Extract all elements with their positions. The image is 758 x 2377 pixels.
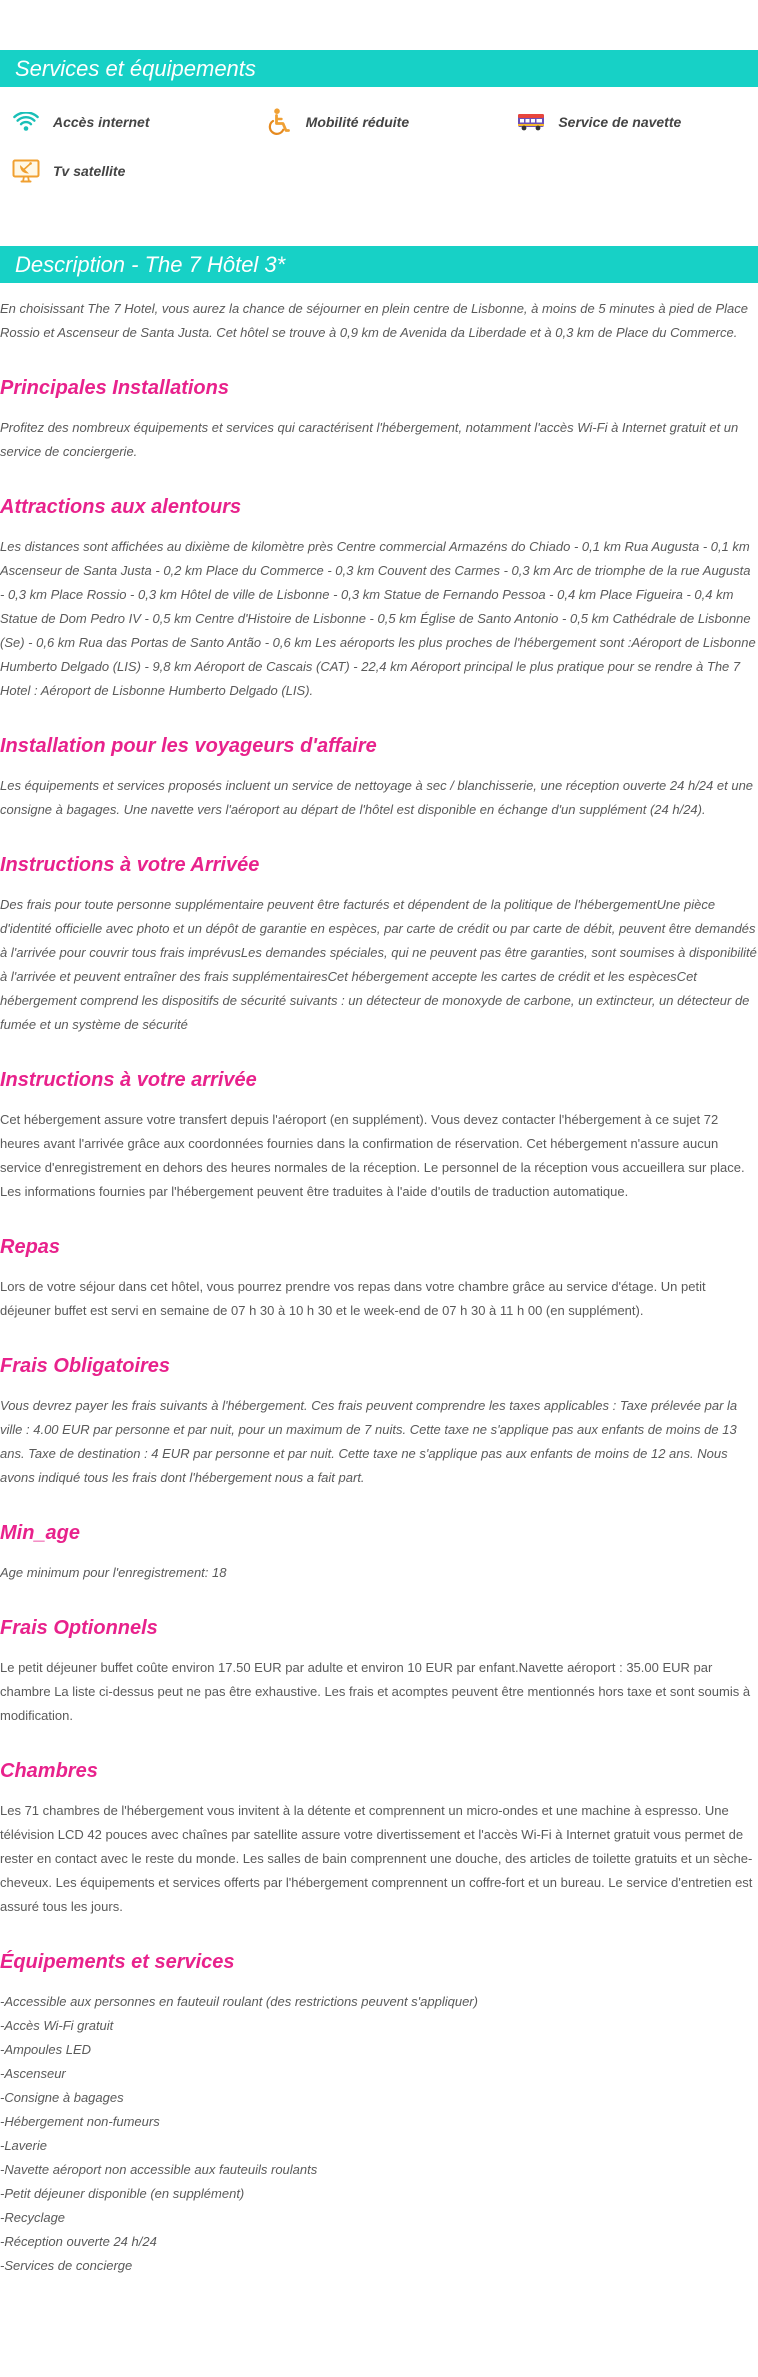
section-title: Instructions à votre arrivée	[0, 1069, 257, 1091]
description-intro: En choisissant The 7 Hotel, vous aurez la chance de séjourner en plein centre de Lisbonne, à moins de 5 minutes à pied de Place Rossio et Ascenseur de Santa Justa. Cet hôtel se trouve à 0,9 km de Avenida da Liberdade et à 0,3 km de Place du Commerce.	[0, 301, 748, 340]
satellite-tv-icon	[12, 157, 40, 185]
section-meals	[0, 1232, 758, 1323]
section-rooms	[0, 1756, 758, 1919]
list-item: -Navette aéroport non accessible aux fauteuils roulants	[0, 2162, 318, 2177]
section-title: Principales Installations	[0, 377, 229, 399]
list-item: -Petit déjeuner disponible (en supplément)	[0, 2186, 245, 2201]
amenities-grid	[0, 97, 758, 195]
wifi-icon	[12, 108, 40, 136]
section-title: Min_age	[0, 1522, 81, 1544]
amenity-satellite-tv	[0, 146, 253, 195]
section-title: Installation pour les voyageurs d'affaire	[0, 735, 377, 757]
section-text: Lors de votre séjour dans cet hôtel, vous pourrez prendre vos repas dans votre chambre grâce au service d'étage. Un petit déjeuner buffet est servi en semaine de 07 h 30 à 10 h 30 et le week-end de 07 h 30 à 11 h 00 (en supplément).	[0, 1279, 706, 1318]
list-item: -Accessible aux personnes en fauteuil roulant (des restrictions peuvent s'appliquer)	[0, 1994, 478, 2009]
section-arrival-instructions	[0, 850, 758, 1037]
section-mandatory-fees	[0, 1351, 758, 1490]
amenity-reduced-mobility	[253, 97, 506, 146]
section-business-travelers	[0, 731, 758, 822]
section-title: Attractions aux alentours	[0, 496, 242, 518]
section-equipment-services	[0, 1947, 758, 2278]
section-attractions	[0, 492, 758, 703]
amenity-shuttle	[505, 97, 758, 146]
section-title: Équipements et services	[0, 1951, 235, 1973]
list-item: -Ascenseur	[0, 2066, 66, 2081]
list-item: -Ampoules LED	[0, 2042, 92, 2057]
section-text: Des frais pour toute personne supplémentaire peuvent être facturés et dépendent de la politique de l'hébergementUne pièce d'identité officielle avec photo et un dépôt de garantie en espèces, par carte de crédit ou par carte de débit, peuvent être demandés à l'arrivée pour couvrir tous frais imprévusLes demandes spéciales, qui ne peuvent pas être garanties, sont soumises à disponibilité à l'arrivée et peuvent entraîner des frais supplémentairesCet hébergement accepte les cartes de crédit et les espècesCet hébergement comprend les dispositifs de sécurité suivants : un détecteur de monoxyde de carbone, un extincteur, un détecteur de fumée et un système de sécurité	[0, 897, 757, 1032]
services-banner	[0, 50, 758, 87]
wheelchair-icon	[265, 108, 293, 136]
list-item: -Accès Wi-Fi gratuit	[0, 2018, 114, 2033]
section-text: Le petit déjeuner buffet coûte environ 17.50 EUR par adulte et environ 10 EUR par enfant.Navette aéroport : 35.00 EUR par chambre La liste ci-dessus peut ne pas être exhaustive. Les frais et acomptes peuvent être mentionnés hors taxe et sont soumis à modification.	[0, 1660, 751, 1723]
list-item: -Services de concierge	[0, 2258, 133, 2273]
list-item: -Laverie	[0, 2138, 47, 2153]
amenity-label: Mobilité réduite	[305, 113, 410, 130]
section-arrival-instructions-transfer	[0, 1065, 758, 1204]
section-text: Vous devrez payer les frais suivants à l'hébergement. Ces frais peuvent comprendre les taxes applicables : Taxe prélevée par la ville : 4.00 EUR par personne et par nuit, pour un maximum de 7 nuits. Cette taxe ne s'applique pas aux enfants de moins de 13 ans. Taxe de destination : 4 EUR par personne et par nuit. Cette taxe ne s'applique pas aux enfants de moins de 12 ans. Nous avons indiqué tous les frais dont l'hébergement nous a fait part.	[0, 1398, 738, 1485]
equipment-list	[0, 1990, 758, 2278]
section-text: Cet hébergement assure votre transfert depuis l'aéroport (en supplément). Vous devez contacter l'hébergement à ce sujet 72 heures avant l'arrivée grâce aux coordonnées fournies dans la confirmation de réservation. Cet hébergement n'assure aucun service d'enregistrement en dehors des heures normales de la réception. Le personnel de la réception vous accueillera sur place. Les informations fournies par l'hébergement peuvent être traduites à l'aide d'outils de traduction automatique.	[0, 1112, 745, 1199]
section-optional-fees	[0, 1613, 758, 1728]
section-title: Instructions à votre Arrivée	[0, 854, 260, 876]
section-min-age	[0, 1518, 758, 1585]
list-item: -Réception ouverte 24 h/24	[0, 2234, 157, 2249]
description-title: Description - The 7 Hôtel 3*	[15, 252, 286, 277]
section-title: Chambres	[0, 1760, 98, 1782]
section-text: Les équipements et services proposés incluent un service de nettoyage à sec / blanchisserie, une réception ouverte 24 h/24 et une consigne à bagages. Une navette vers l'aéroport au départ de l'hôtel est disponible en échange d'un supplément (24 h/24).	[0, 778, 754, 817]
section-text: Age minimum pour l'enregistrement: 18	[0, 1565, 227, 1580]
section-text: Profitez des nombreux équipements et services qui caractérisent l'hébergement, notamment l'accès Wi-Fi à Internet gratuit et un service de conciergerie.	[0, 420, 739, 459]
section-principales-installations	[0, 373, 758, 464]
section-text: Les distances sont affichées au dixième de kilomètre près Centre commercial Armazéns do Chiado - 0,1 km Rua Augusta - 0,1 km Ascenseur de Santa Justa - 0,2 km Place du Commerce - 0,3 km Couvent des Carmes - 0,3 km Arc de triomphe de la rue Augusta - 0,3 km Place Rossio - 0,3 km Hôtel de ville de Lisbonne - 0,3 km Statue de Fernando Pessoa - 0,4 km Place Figueira - 0,4 km Statue de Dom Pedro IV - 0,5 km Centre d'Histoire de Lisbonne - 0,5 km Église de Santo Antonio - 0,5 km Cathédrale de Lisbonne (Se) - 0,6 km Rua das Portas de Santo Antão - 0,6 km Les aéroports les plus proches de l'hébergement sont :Aéroport de Lisbonne Humberto Delgado (LIS) - 9,8 km Aéroport de Cascais (CAT) - 22,4 km Aéroport principal le plus pratique pour se rendre à The 7 Hotel : Aéroport de Lisbonne Humberto Delgado (LIS).	[0, 539, 756, 698]
amenity-label: Tv satellite	[53, 162, 126, 179]
shuttle-bus-icon	[517, 108, 545, 136]
section-title: Frais Obligatoires	[0, 1355, 171, 1377]
section-title: Frais Optionnels	[0, 1617, 158, 1639]
amenity-internet	[0, 97, 253, 146]
list-item: -Consigne à bagages	[0, 2090, 124, 2105]
amenity-label: Accès internet	[53, 113, 150, 130]
list-item: -Recyclage	[0, 2210, 66, 2225]
list-item: -Hébergement non-fumeurs	[0, 2114, 160, 2129]
section-title: Repas	[0, 1236, 61, 1258]
section-text: Les 71 chambres de l'hébergement vous invitent à la détente et comprennent un micro-ondes et une machine à espresso. Une télévision LCD 42 pouces avec chaînes par satellite assure votre divertissement et l'accès Wi-Fi à Internet gratuit vous permet de rester en contact avec le reste du monde. Les salles de bain comprennent une douche, des articles de toilette gratuits et un sèche-cheveux. Les équipements et services offerts par l'hébergement comprennent un coffre-fort et un bureau. Le service d'entretien est assuré tous les jours.	[0, 1803, 753, 1914]
services-title: Services et équipements	[15, 56, 256, 81]
amenity-label: Service de navette	[558, 113, 682, 130]
description-banner	[0, 246, 758, 283]
